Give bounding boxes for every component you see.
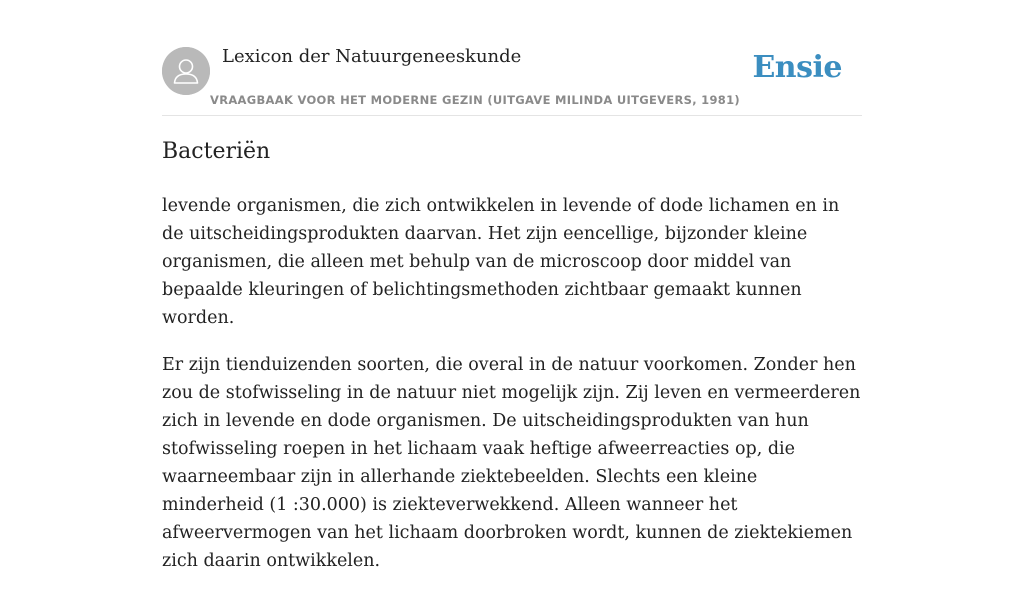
user-placeholder-icon[interactable]	[162, 47, 210, 95]
source-header	[162, 0, 862, 116]
entry-title: Bacteriën	[162, 139, 271, 164]
entry-paragraph: levende organismen, die zich ontwikkelen in levende of dode lichamen en in de uitscheidingsprodukten daarvan. Het zijn eencellige, bijzonder kleine organismen, die alleen met behulp van de microscoop door middel van bepaalde kleuringen of belichtingsmethoden zichtbaar gemaakt kunnen worden.	[162, 196, 840, 328]
entry-paragraph: Er zijn tienduizenden soorten, die overal in de natuur voorkomen. Zonder hen zou de stofwisseling in de natuur niet mogelijk zijn. Zij leven en vermeerderen zich in levende en dode organismen. De uitscheidingsprodukten van hun stofwisseling roepen in het lichaam vaak heftige afweerreacties op, die waarneembaar zijn in allerhande ziektebeelden. Slechts een kleine minderheid (1 :30.000) is ziekteverwekkend. Alleen wanneer het afweervermogen van het lichaam doorbroken wordt, kunnen de ziektekiemen zich daarin ontwikkelen.	[162, 355, 861, 571]
entry-body	[162, 192, 862, 594]
source-subtitle: VRAAGBAAK VOOR HET MODERNE GEZIN (UITGAVE MILINDA UITGEVERS, 1981)	[210, 93, 740, 107]
page-container	[162, 0, 862, 571]
source-title-link[interactable]: Lexicon der Natuurgeneeskunde	[222, 46, 522, 67]
brand-logo-link[interactable]: Ensie	[752, 50, 842, 85]
